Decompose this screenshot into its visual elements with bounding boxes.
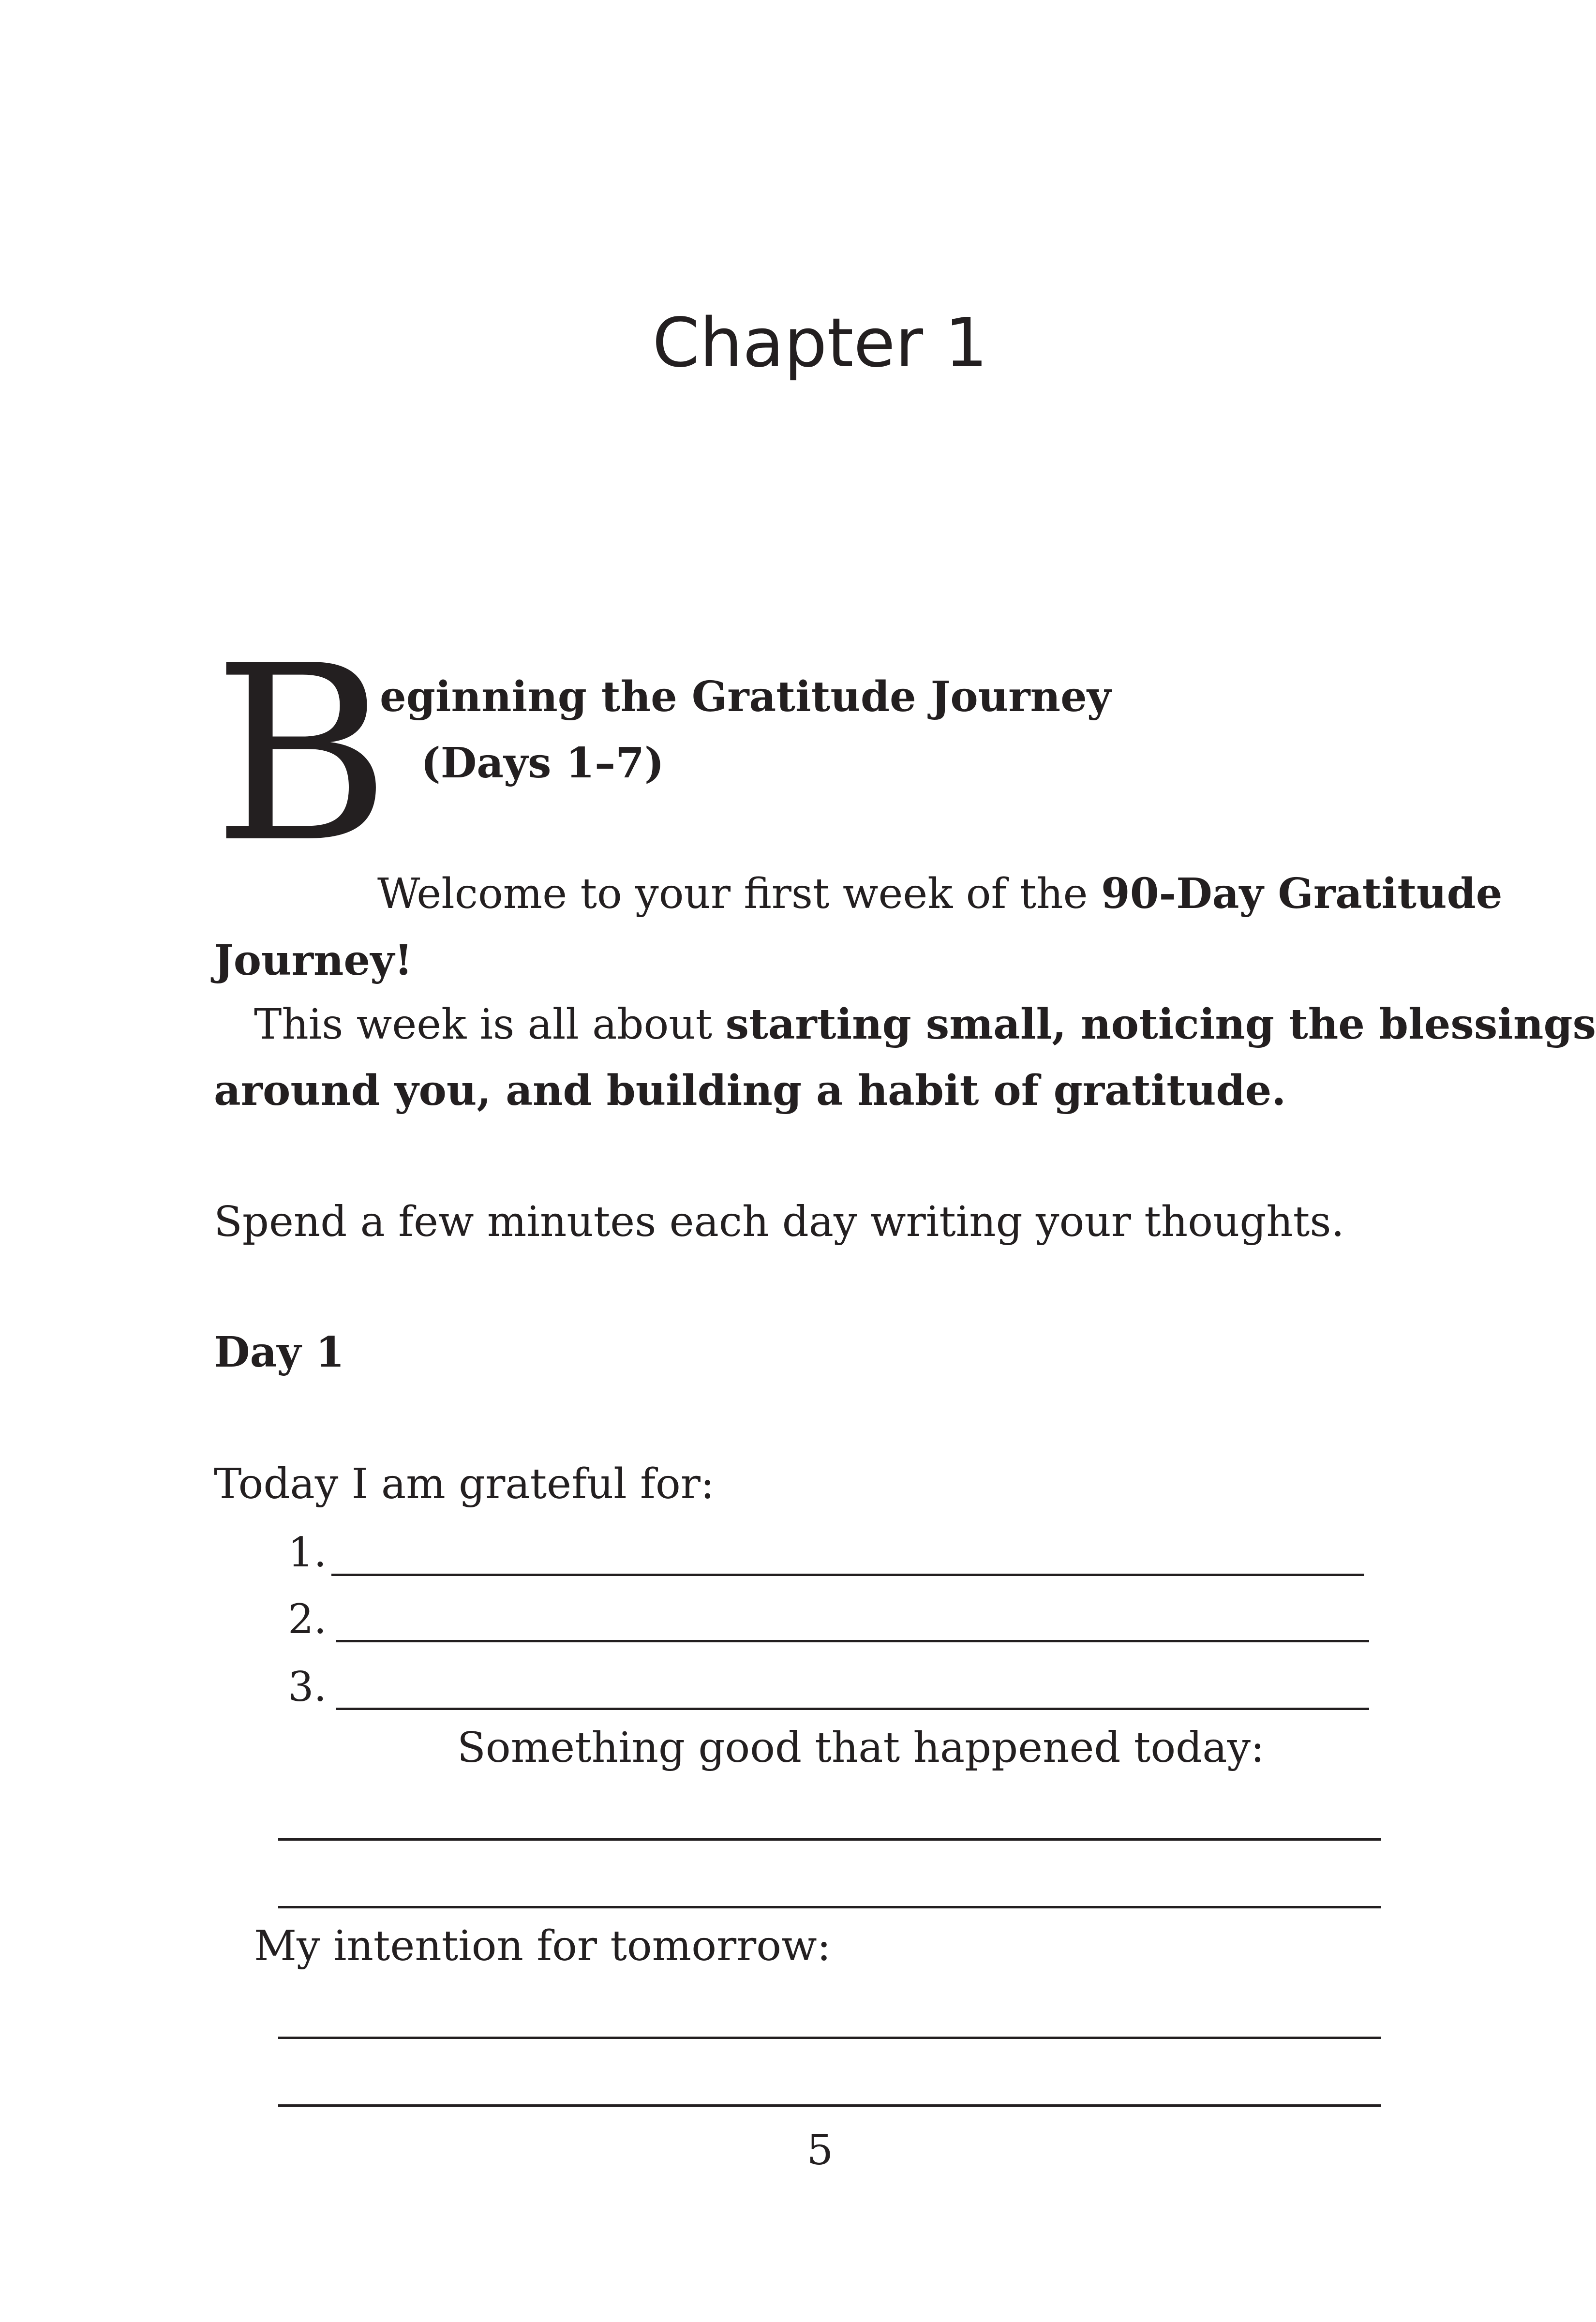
grateful-item-3-line[interactable] bbox=[336, 1708, 1369, 1710]
week-bold-text: starting small, noticing the blessings bbox=[725, 1000, 1596, 1049]
drop-cap-letter: B bbox=[213, 614, 391, 895]
good-thing-line-2[interactable] bbox=[278, 1906, 1381, 1908]
chapter-title: Chapter 1 bbox=[652, 304, 988, 383]
welcome-bold-text: 90-Day Gratitude bbox=[1101, 869, 1503, 918]
good-thing-line-1[interactable] bbox=[278, 1838, 1381, 1841]
good-thing-prompt: Something good that happened today: bbox=[457, 1724, 1265, 1772]
welcome-line-cont bbox=[214, 936, 413, 985]
grateful-item-1-number: 1. bbox=[288, 1529, 327, 1576]
intention-line-2[interactable] bbox=[278, 2104, 1381, 2107]
section-heading-line1: eginning the Gratitude Journey bbox=[380, 672, 1111, 721]
intention-prompt: My intention for tomorrow: bbox=[254, 1922, 831, 1970]
week-line-cont bbox=[214, 1066, 1286, 1115]
grateful-prompt: Today I am grateful for: bbox=[214, 1460, 715, 1508]
welcome-line bbox=[377, 869, 1503, 918]
grateful-item-2-line[interactable] bbox=[336, 1640, 1369, 1642]
welcome-bold-cont: Journey! bbox=[214, 936, 413, 985]
week-bold-cont: around you, and building a habit of gratitude. bbox=[214, 1066, 1286, 1115]
day-label bbox=[214, 1328, 345, 1377]
week-line bbox=[254, 1000, 1596, 1049]
welcome-text: Welcome to your first week of the bbox=[377, 870, 1101, 918]
grateful-item-1-line[interactable] bbox=[331, 1574, 1364, 1576]
week-text: This week is all about bbox=[254, 1000, 726, 1049]
day-label-text: Day 1 bbox=[214, 1328, 345, 1377]
section-heading-line2: (Days 1–7) bbox=[421, 739, 664, 788]
intention-line-1[interactable] bbox=[278, 2037, 1381, 2039]
grateful-item-2-number: 2. bbox=[288, 1595, 327, 1643]
grateful-item-3-number: 3. bbox=[288, 1663, 327, 1711]
page-number: 5 bbox=[806, 2126, 834, 2174]
spend-text: Spend a few minutes each day writing your thoughts. bbox=[214, 1198, 1344, 1246]
